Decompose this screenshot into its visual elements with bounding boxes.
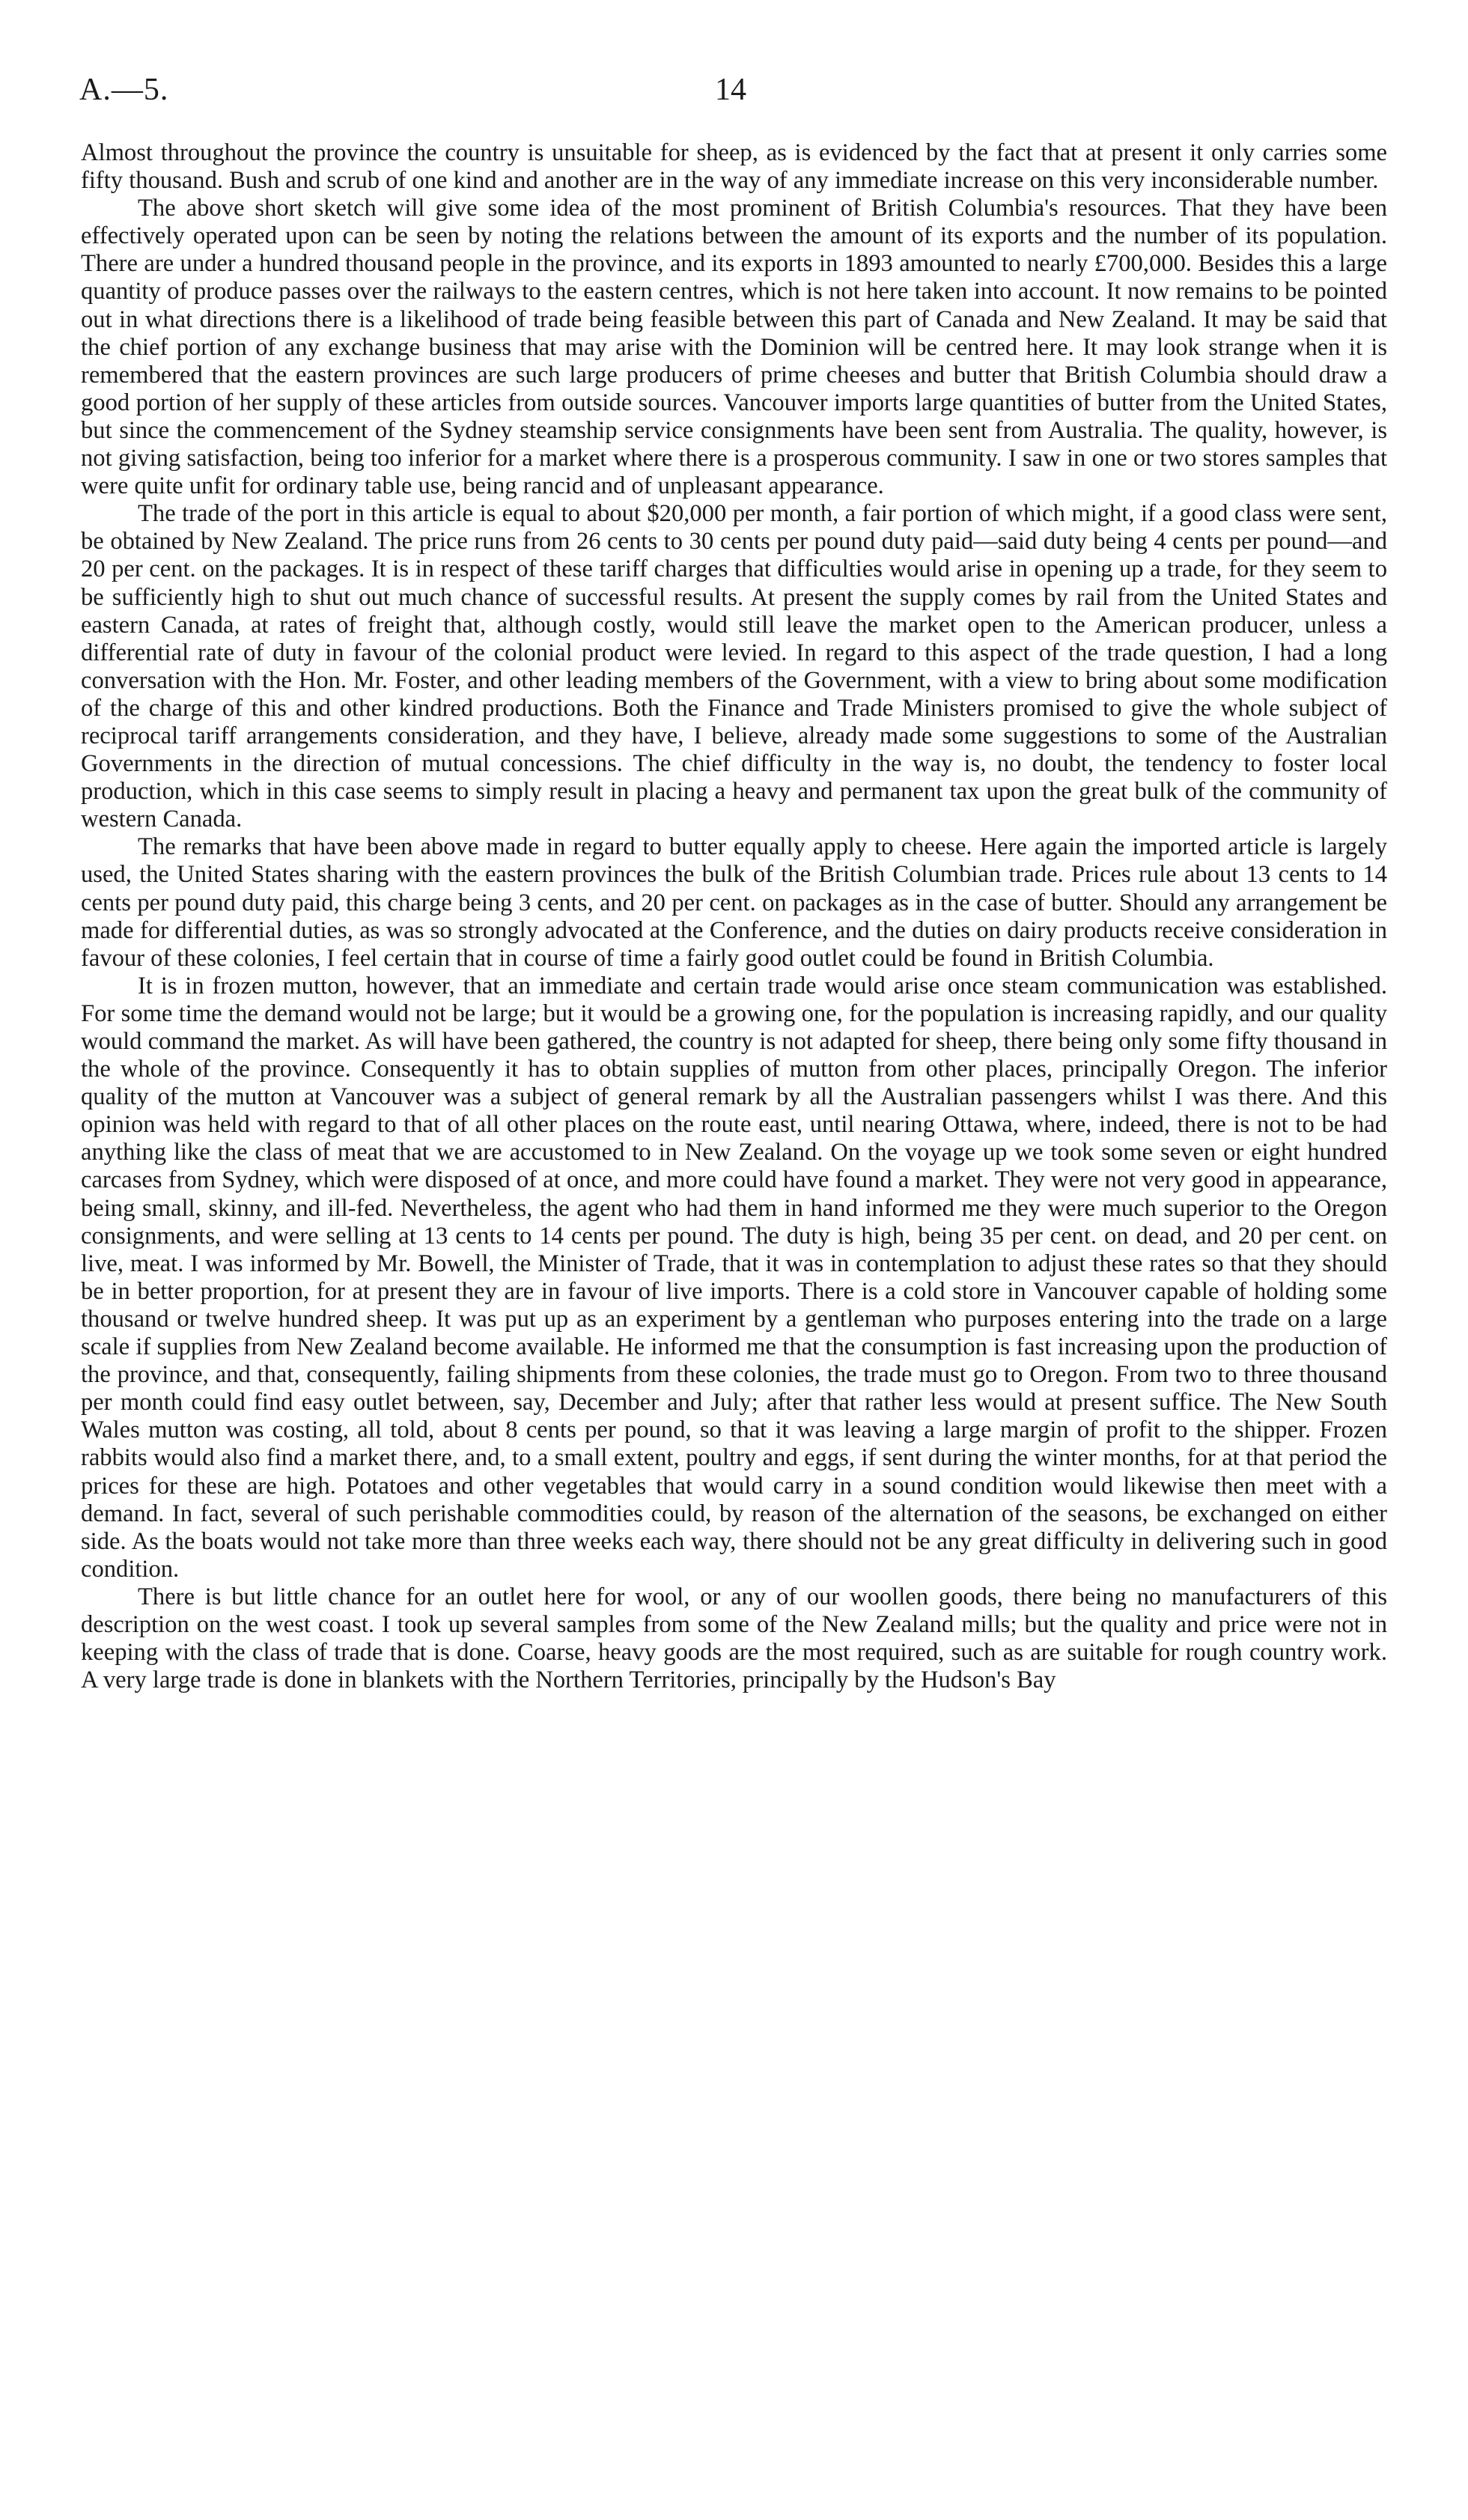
paragraph: Almost throughout the province the country is unsuitable for sheep, as is evidenced by the fact that at present it only carries some fifty thousand. Bush and scrub of one kind and another are in the way of any immediate increase on this very inconsiderable number. [81, 139, 1387, 195]
paragraph: The above short sketch will give some idea of the most prominent of British Columbia's resources. That they have been effectively operated upon can be seen by noting the relations between the amount of its exports and the number of its population. There are under a hundred thousand people in the province, and its exports in 1893 amounted to nearly £700,000. Besides this a large quantity of produce passes over the railways to the eastern centres, which is not here taken into account. It now remains to be pointed out in what directions there is a likelihood of trade being feasible between this part of Canada and New Zealand. It may be said that the chief portion of any exchange business that may arise with the Dominion will be centred here. It may look strange when it is remembered that the eastern provinces are such large producers of prime cheeses and butter that British Columbia should draw a good portion of her supply of these articles from outside sources. Vancouver imports large quantities of butter from the United States, but since the commencement of the Sydney steamship service consignments have been sent from Australia. The quality, however, is not giving satisfaction, being too inferior for a market where there is a prosperous community. I saw in one or two stores samples that were quite unfit for ordinary table use, being rancid and of unpleasant appearance. [81, 195, 1387, 500]
page-number: 14 [715, 73, 746, 107]
body-text [81, 139, 1387, 1694]
paragraph: The remarks that have been above made in regard to butter equally apply to cheese. Here again the imported article is largely used, the United States sharing with the eastern provinces the bulk of the British Columbian trade. Prices rule about 13 cents to 14 cents per pound duty paid, this charge being 3 cents, and 20 per cent. on packages as in the case of butter. Should any arrangement be made for differential duties, as was so strongly advocated at the Conference, and the duties on dairy products receive consideration in favour of these colonies, I feel certain that in course of time a fairly good outlet could be found in British Columbia. [81, 833, 1387, 972]
paragraph: The trade of the port in this article is equal to about $20,000 per month, a fair portion of which might, if a good class were sent, be obtained by New Zealand. The price runs from 26 cents to 30 cents per pound duty paid—said duty being 4 cents per pound—and 20 per cent. on the packages. It is in respect of these tariff charges that difficulties would arise in opening up a trade, for they seem to be sufficiently high to shut out much chance of successful results. At present the supply comes by rail from the United States and eastern Canada, at rates of freight that, although costly, would still leave the market open to the American producer, unless a differential rate of duty in favour of the colonial product were levied. In regard to this aspect of the trade question, I had a long conversation with the Hon. Mr. Foster, and other leading members of the Government, with a view to bring about some modification of the charge of this and other kindred productions. Both the Finance and Trade Ministers promised to give the whole subject of reciprocal tariff arrangements consideration, and they have, I believe, already made some suggestions to some of the Australian Governments in the direction of mutual concessions. The chief difficulty in the way is, no doubt, the tendency to foster local production, which in this case seems to simply result in placing a heavy and permanent tax upon the great bulk of the community of western Canada. [81, 500, 1387, 833]
paragraph: There is but little chance for an outlet here for wool, or any of our woollen goods, there being no manufacturers of this description on the west coast. I took up several samples from some of the New Zealand mills; but the quality and price were not in keeping with the class of trade that is done. Coarse, heavy goods are the most required, such as are suitable for rough country work. A very large trade is done in blankets with the Northern Territories, principally by the Hudson's Bay [81, 1583, 1387, 1694]
document-reference: A.—5. [79, 73, 169, 107]
paragraph: It is in frozen mutton, however, that an immediate and certain trade would arise once steam communication was established. For some time the demand would not be large; but it would be a growing one, for the population is increasing rapidly, and our quality would command the market. As will have been gathered, the country is not adapted for sheep, there being only some fifty thousand in the whole of the province. Consequently it has to obtain supplies of mutton from other places, principally Oregon. The inferior quality of the mutton at Vancouver was a subject of general remark by all the Australian passengers whilst I was there. And this opinion was held with regard to that of all other places on the route east, until nearing Ottawa, where, indeed, there is not to be had anything like the class of meat that we are accustomed to in New Zealand. On the voyage up we took some seven or eight hundred carcases from Sydney, which were disposed of at once, and more could have found a market. They were not very good in appearance, being small, skinny, and ill-fed. Nevertheless, the agent who had them in hand informed me they were much superior to the Oregon consignments, and were selling at 13 cents to 14 cents per pound. The duty is high, being 35 per cent. on dead, and 20 per cent. on live, meat. I was informed by Mr. Bowell, the Minister of Trade, that it was in contemplation to adjust these rates so that they should be in better proportion, for at present they are in favour of live imports. There is a cold store in Vancouver capable of holding some thousand or twelve hundred sheep. It was put up as an experiment by a gentleman who purposes entering into the trade on a large scale if supplies from New Zealand become available. He informed me that the consumption is fast increasing upon the production of the province, and that, consequently, failing shipments from these colonies, the trade must go to Oregon. From two to three thousand per month could find easy outlet between, say, December and July; after that rather less would at present suffice. The New South Wales mutton was costing, all told, about 8 cents per pound, so that it was leaving a large margin of profit to the shipper. Frozen rabbits would also find a market there, and, to a small extent, poultry and eggs, if sent during the winter months, for at that period the prices for these are high. Potatoes and other vegetables that would carry in a sound condition would likewise then meet with a demand. In fact, several of such perishable commodities could, by reason of the alternation of the seasons, be exchanged on either side. As the boats would not take more than three weeks each way, there should not be any great difficulty in delivering such in good condition. [81, 972, 1387, 1583]
